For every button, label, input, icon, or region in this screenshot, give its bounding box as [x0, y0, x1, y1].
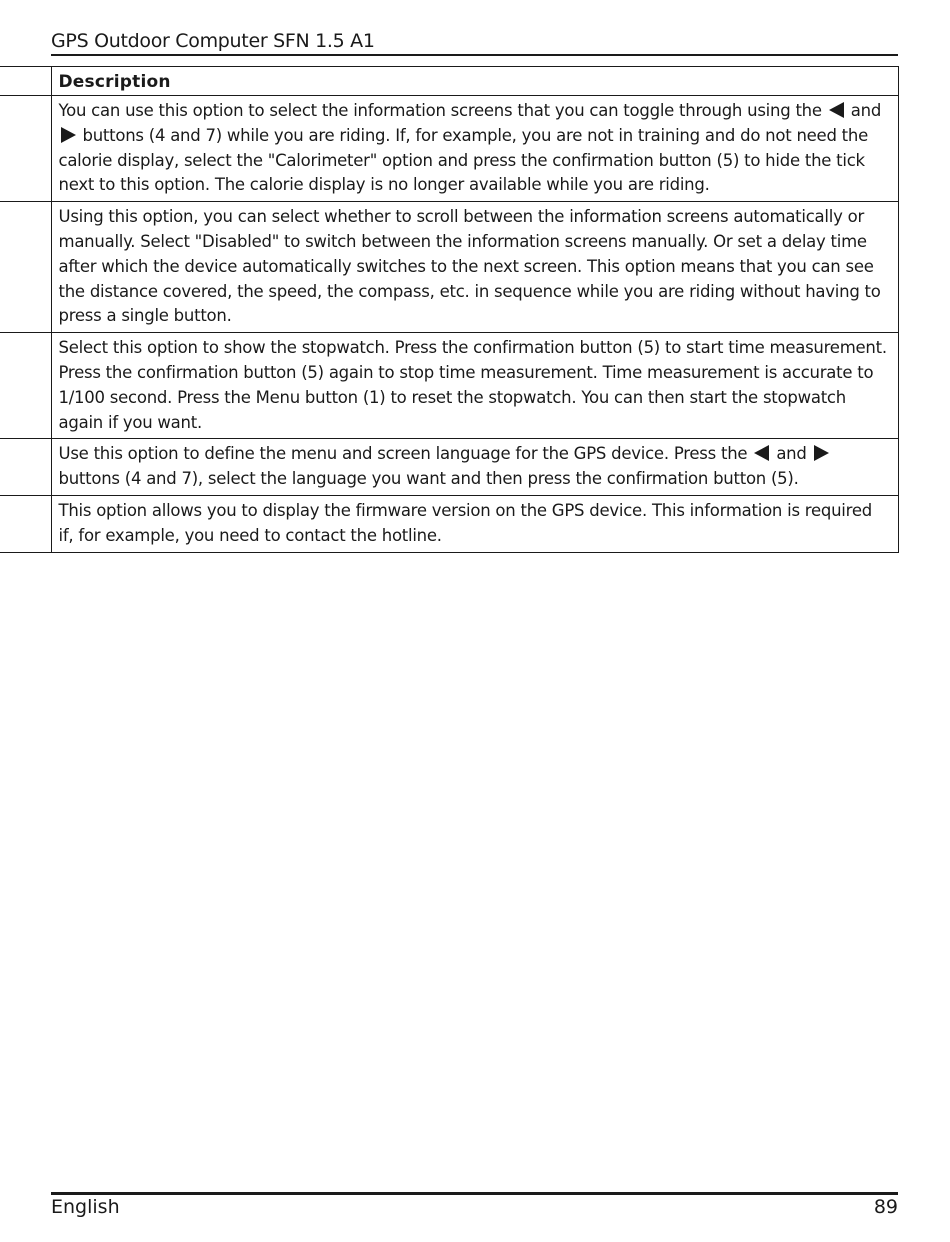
- page-header: [51, 28, 898, 56]
- table-row: [0, 96, 898, 202]
- description-cell-stopwatch: Select this option to show the stopwatch. Press the confirmation button (5) to start time measurement. Press the confirmation button (5) again to stop time measurement. Time measurement is accurate to 1/100 second. Press the Menu button (1) to reset the stopwatch. You can then start the stopwatch again if you want.: [51, 333, 898, 439]
- description-column-header: Description: [51, 67, 898, 96]
- triangle-right-icon: [61, 127, 76, 143]
- table-left-cell: [0, 495, 51, 552]
- table-row: [0, 202, 898, 333]
- description-cell-autoscroll: Using this option, you can select whether to scroll between the information screens automatically or manually. Select "Disabled" to switch between the information screens manually. Or set a delay time after which the device automatically switches to the next screen. This option means that you can see the distance covered, the speed, the compass, etc. in sequence while you are riding without having to press a single button.: [51, 202, 898, 333]
- triangle-right-icon: [814, 445, 829, 461]
- table-row: [0, 495, 898, 552]
- description-cell-language: [51, 439, 898, 496]
- description-cell-firmware: This option allows you to display the firmware version on the GPS device. This information is required if, for example, you need to contact the hotline.: [51, 495, 898, 552]
- table-row: [0, 439, 898, 496]
- table-row: [0, 333, 898, 439]
- description-text: and: [845, 101, 882, 120]
- table-left-cell: [0, 67, 51, 96]
- triangle-left-icon: [829, 102, 844, 118]
- description-text: buttons (4 and 7) while you are riding. If, for example, you are not in training and do not need the calorie display, select the "Calorimeter" option and press the confirmation button (5) to hide the tick next to this option. The calorie display is no longer available while you are riding.: [58, 125, 869, 195]
- document-title: GPS Outdoor Computer SFN 1.5 A1: [51, 30, 375, 52]
- description-text: You can use this option to select the information screens that you can toggle through using the: [58, 101, 827, 120]
- footer-divider: [51, 1192, 898, 1195]
- table-left-cell: [0, 333, 51, 439]
- description-cell-screens: [51, 96, 898, 202]
- table-left-cell: [0, 96, 51, 202]
- description-text: Use this option to define the menu and screen language for the GPS device. Press the: [58, 444, 753, 464]
- table-header-row: [0, 67, 898, 96]
- table-left-cell: [0, 439, 51, 496]
- table-left-cell: [0, 202, 51, 333]
- footer-language: English: [51, 1196, 120, 1218]
- page-number: 89: [873, 1196, 898, 1218]
- settings-table: [0, 66, 898, 553]
- description-text: buttons (4 and 7), select the language you want and then press the confirmation button (5).: [58, 469, 799, 489]
- triangle-left-icon: [754, 445, 769, 461]
- description-text: and: [771, 444, 812, 464]
